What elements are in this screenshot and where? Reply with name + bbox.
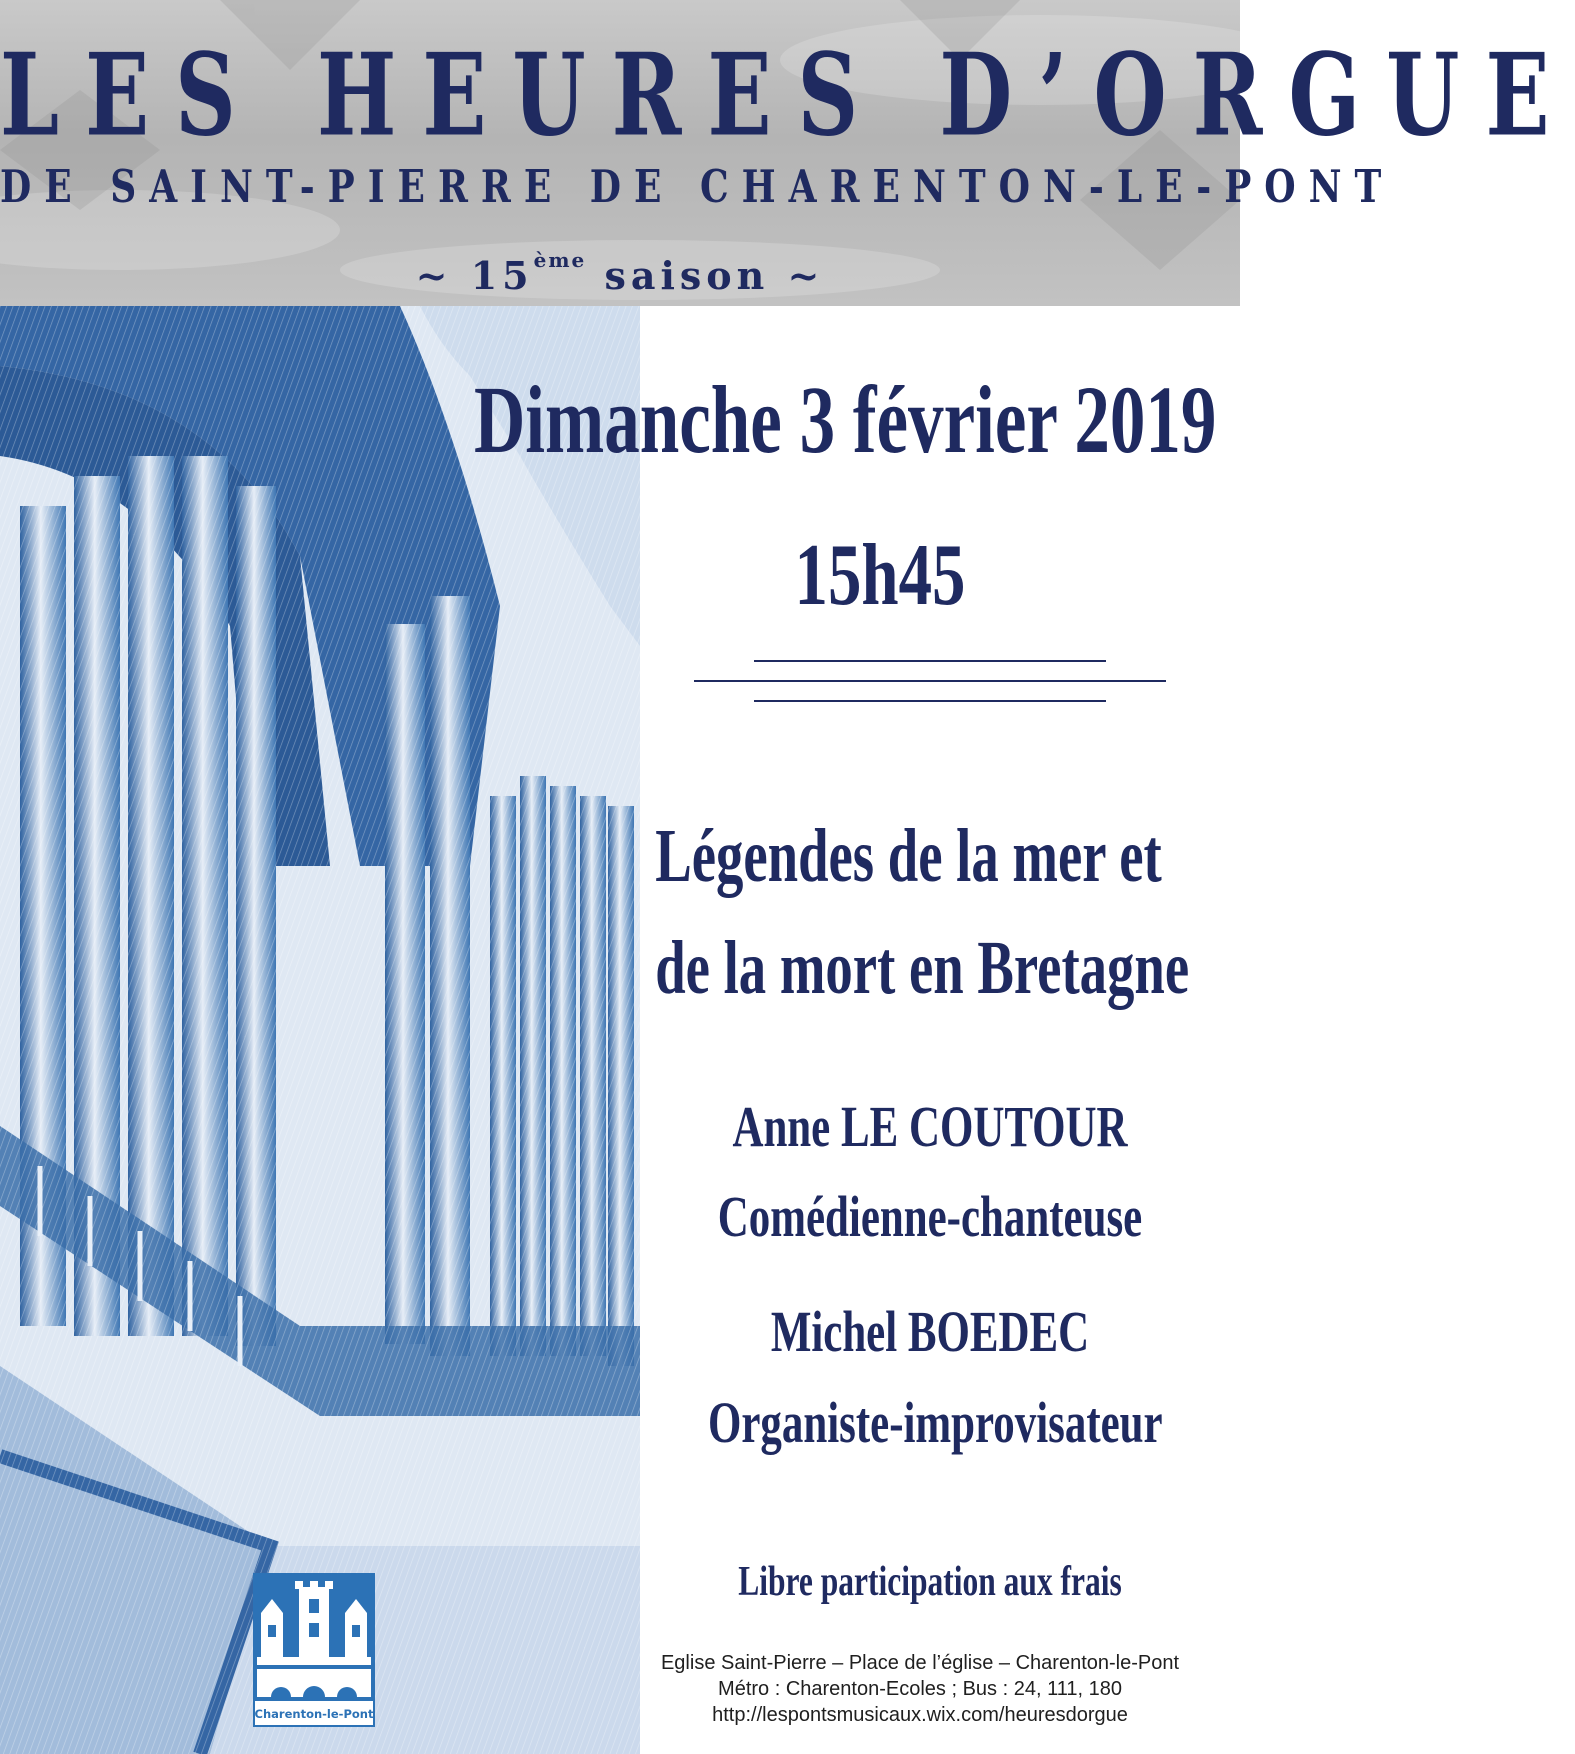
town-logo	[253, 1573, 375, 1727]
season-suffix: saison ~	[586, 253, 825, 298]
organ-illustration	[0, 306, 640, 1754]
divider-line-middle	[694, 680, 1166, 682]
venue-address: Eglise Saint-Pierre – Place de l’église – Charenton-le-Pont	[660, 1652, 1180, 1674]
logo-frame	[253, 1573, 375, 1727]
divider-line-bottom	[754, 700, 1106, 702]
performer-name: Michel BOEDEC	[770, 1299, 1090, 1364]
venue-website-link[interactable]: http://lespontsmusicaux.wix.com/heuresdorgue	[712, 1704, 1128, 1726]
program-title-line2: de la mort en Bretagne	[655, 926, 1190, 1010]
performer-role: Organiste-improvisateur	[708, 1390, 1163, 1455]
poster-subtitle: DE SAINT-PIERRE DE CHARENTON-LE-PONT	[0, 160, 1395, 213]
performer-name: Anne LE COUTOUR	[732, 1094, 1128, 1159]
header-band	[0, 0, 1575, 306]
season-prefix: ~ 15	[415, 253, 534, 298]
admission-note: Libre participation aux frais	[738, 1559, 1122, 1605]
season-label	[0, 236, 1240, 300]
divider-line-top	[754, 660, 1106, 662]
program-title-line1: Légendes de la mer et	[655, 814, 1162, 898]
event-time: 15h45	[794, 527, 966, 624]
event-date: Dimanche 3 février 2019	[474, 366, 1217, 473]
venue-transport: Métro : Charenton-Ecoles ; Bus : 24, 111, 180	[718, 1678, 1122, 1700]
venue-info	[610, 1650, 1230, 1728]
poster-title: LES HEURES D’ORGUE	[0, 28, 1575, 162]
logo-label: Charenton-le-Pont	[253, 1701, 375, 1727]
season-superscript: ème	[533, 248, 587, 272]
performer-role: Comédienne-chanteuse	[717, 1184, 1143, 1249]
program-title	[655, 800, 1190, 1024]
